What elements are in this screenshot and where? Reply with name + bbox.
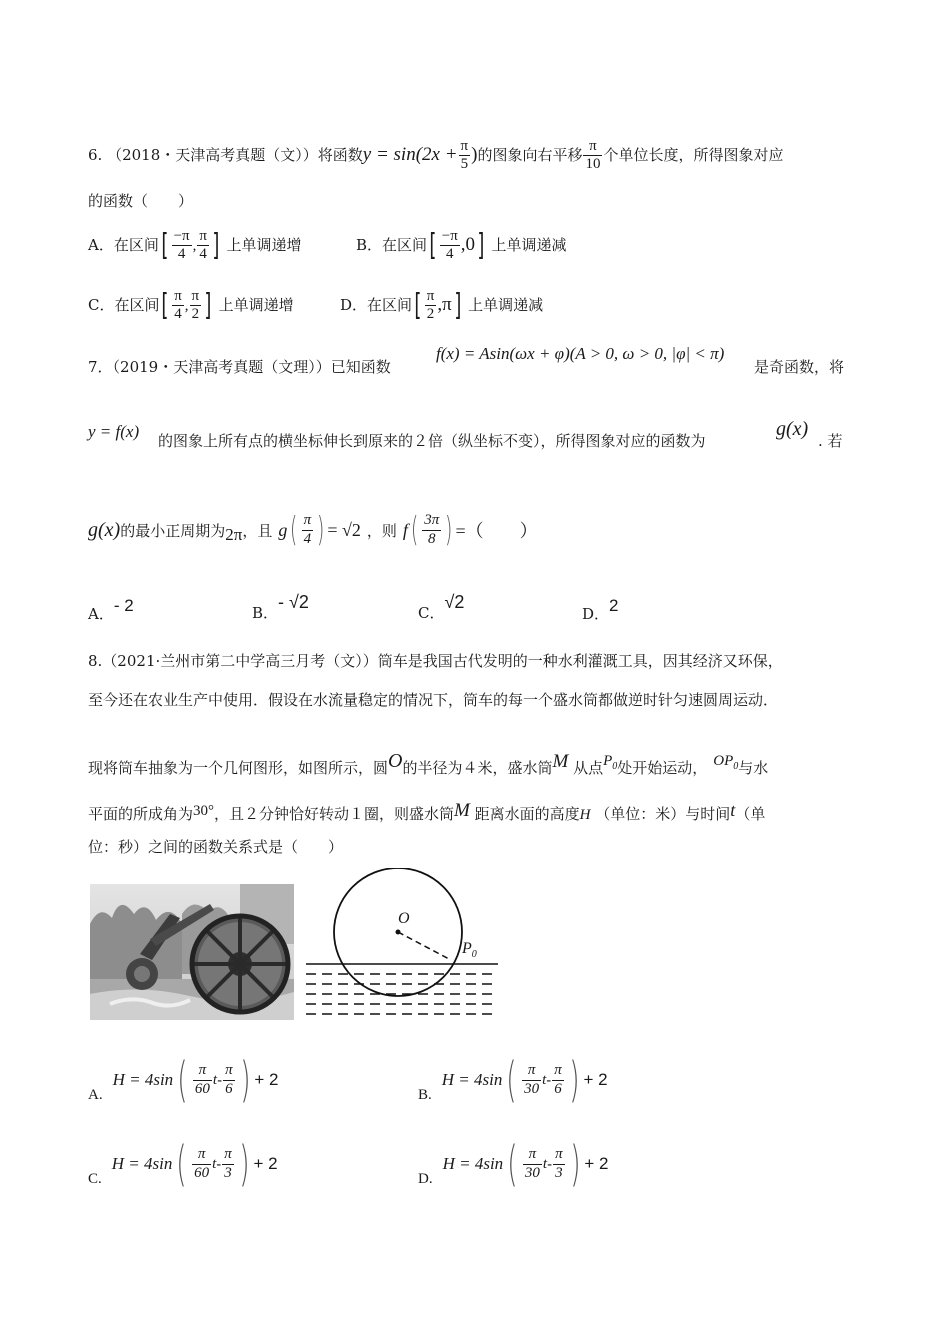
- q8-option-a[interactable]: A. H = 4sin ( $\frac{\pi}{60}$ t - $\frac{\pi}{6}$ ) + 2: [88, 1052, 279, 1108]
- q7-option-a[interactable]: A．- 2: [88, 596, 134, 623]
- q8-stem-line1: 8.（2021·兰州市第二中学高三月考（文））筒车是我国古代发明的一种水利灌溉工具，因其经济又环保，: [88, 652, 783, 670]
- q6-stem-line2: 的函数（ ）: [88, 192, 194, 210]
- q6-stem-text: 6. （2018・天津高考真题（文））将函数: [88, 145, 363, 164]
- q7-stem-tail: 是奇函数，将: [754, 358, 845, 376]
- water-wheel-diagram: [302, 868, 502, 1020]
- q6-shift-text: 的图象向右平移: [477, 145, 583, 164]
- q8-stem-line3: 现将筒车抽象为一个几何图形，如图所示，圆O的半径为４米，盛水筒M 从点$P_0$处开始运动， $OP_0$与水: [88, 750, 769, 777]
- q7-option-d[interactable]: D．2: [582, 596, 619, 623]
- q7-stem-line2: y = f(x): [88, 422, 140, 441]
- diagram-center-label: O: [398, 910, 410, 927]
- q6-option-a[interactable]: A．在区间[ $\frac{-\pi}{4}$ , $\frac{\pi}{4}$ ] 上单调递增: [88, 228, 302, 264]
- q6-stem-line1: 6. （2018・天津高考真题（文））将函数y = sin(2x + $\frac{\pi}{5}$ )的图象向右平移 $\frac{\pi}{10}$ 个单位长度，所得图象对应: [88, 138, 784, 173]
- q7-stem-line1: 7．（2019・天津高考真题（文理））已知函数: [88, 358, 391, 376]
- q7-stem-line2-text: 的图象上所有点的横坐标伸长到原来的２倍（纵坐标不变），所得图象对应的函数为: [158, 432, 706, 450]
- water-wheel-photo: [90, 884, 294, 1020]
- q7-function-f: f(x) = Asin(ωx + φ)(A > 0, ω > 0, |φ| < π): [436, 344, 725, 363]
- q8-stem-line2: 至今还在农业生产中使用．假设在水流量稳定的情况下，筒车的每一个盛水筒都做逆时针匀速圆周运动．: [88, 691, 779, 709]
- q8-stem-line5: 位：秒）之间的函数关系式是（ ）: [88, 838, 344, 856]
- q6-option-c[interactable]: C．在区间[ $\frac{\pi}{4}$ , $\frac{\pi}{2}$ ] 上单调递增: [88, 288, 294, 324]
- q6-option-b[interactable]: B．在区间[ $\frac{-\pi}{4}$ ,0] 上单调递减: [356, 228, 567, 264]
- q7-option-c[interactable]: C．√2: [418, 592, 465, 622]
- q7-stem-line3: g(x) 的最小正周期为 2π ，且 g ( $\frac{\pi}{4}$ ) = √2 ，则 f ( $\frac{3\pi}{8}$ ) =（ ）: [88, 510, 538, 550]
- q6-function: y = sin(2x +: [362, 143, 458, 165]
- q6-fraction-pi-5: $\frac{\pi}{5}$: [460, 138, 469, 173]
- q8-option-c[interactable]: C. H = 4sin ( $\frac{\pi}{60}$ t - $\frac{\pi}{3}$ ) + 2: [88, 1136, 278, 1192]
- q6-fraction-pi-10: $\frac{\pi}{10}$: [585, 138, 601, 173]
- q6-option-d[interactable]: D．在区间[ $\frac{\pi}{2}$ ,π] 上单调递减: [340, 288, 544, 324]
- q7-option-b[interactable]: B．- √2: [252, 592, 309, 622]
- q7-g-function: g(x): [776, 418, 809, 440]
- diagram-p0-label: $P_0$: [462, 940, 477, 961]
- q8-stem-line4: 平面的所成角为30°，且２分钟恰好转动１圈，则盛水筒M 距离水面的高度H （单位：米）与时间t（单: [88, 800, 766, 823]
- q8-option-d[interactable]: D. H = 4sin ( $\frac{\pi}{30}$ t - $\frac{\pi}{3}$ ) + 2: [418, 1136, 609, 1192]
- q8-option-b[interactable]: B. H = 4sin ( $\frac{\pi}{30}$ t - $\frac{\pi}{6}$ ) + 2: [418, 1052, 608, 1108]
